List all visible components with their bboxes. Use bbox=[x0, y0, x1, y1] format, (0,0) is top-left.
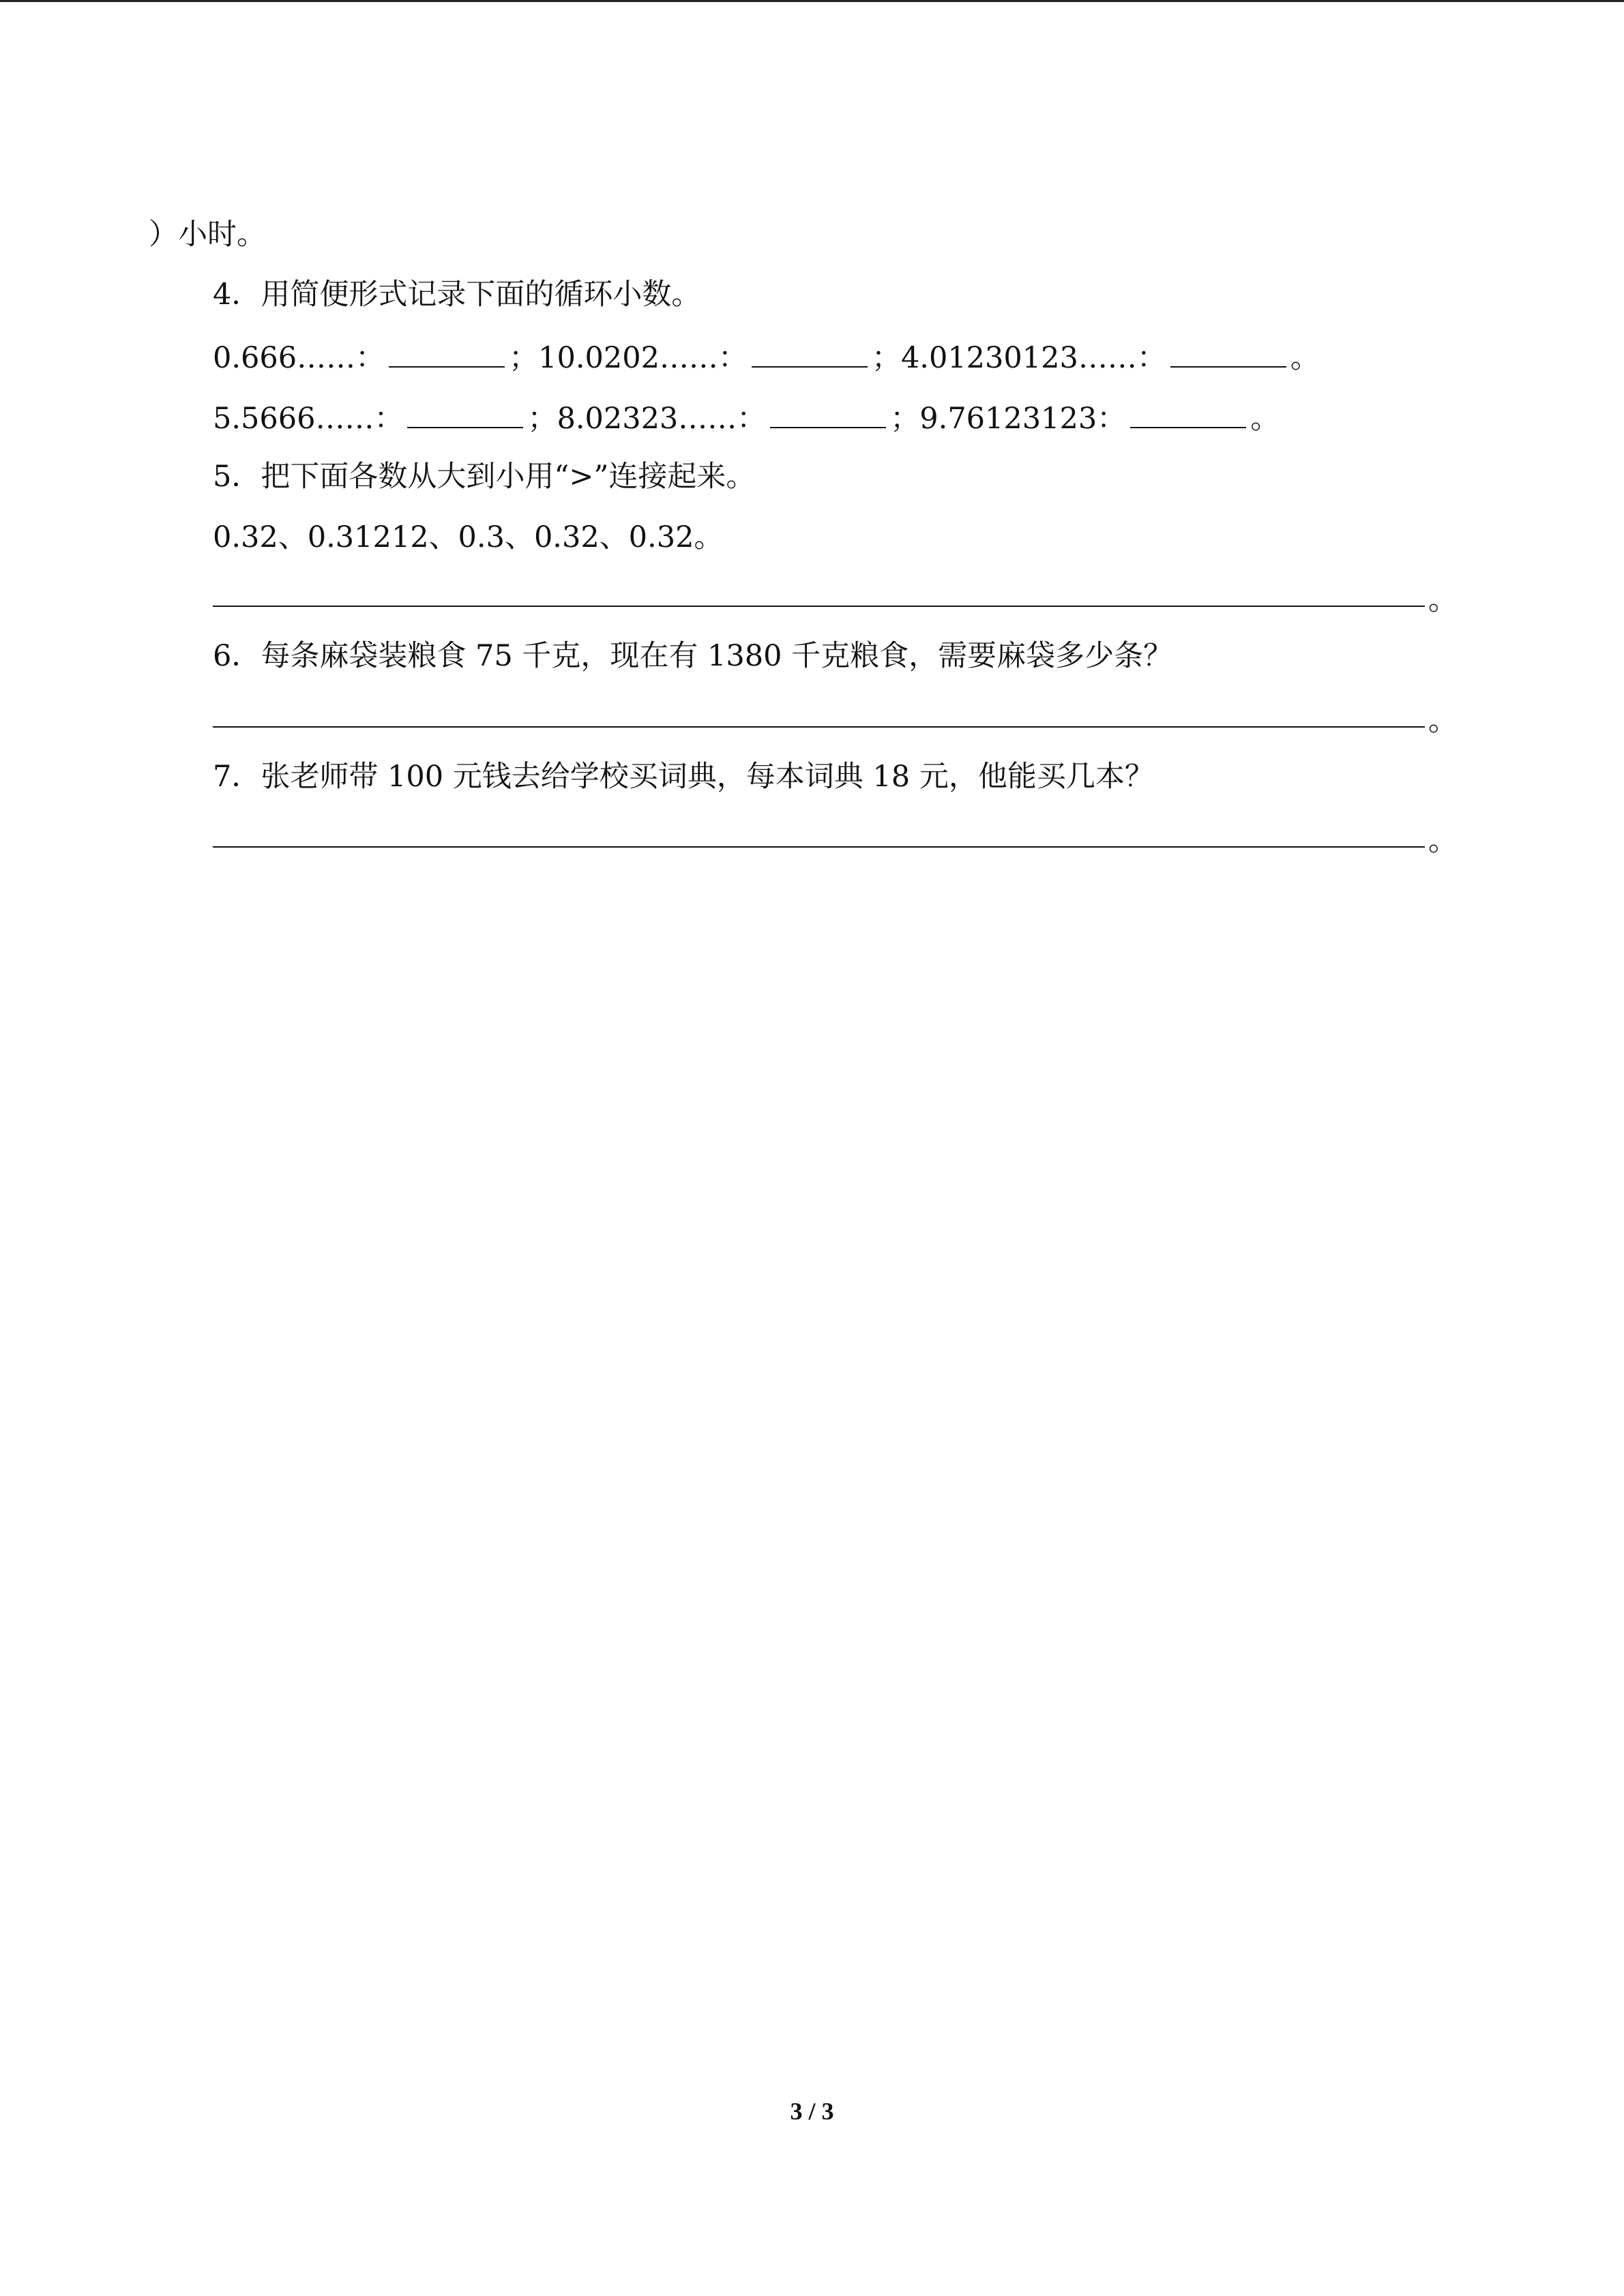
question-5-prompt: 5．把下面各数从大到小用“>”连接起来。 bbox=[213, 460, 756, 494]
answer-period: 。 bbox=[1428, 704, 1458, 738]
separator: ； bbox=[890, 402, 920, 436]
q4-answer-blank-2[interactable] bbox=[752, 336, 868, 368]
question-4-prompt: 4．用简便形式记录下面的循环小数。 bbox=[213, 278, 701, 312]
answer-period: 。 bbox=[1428, 583, 1458, 617]
separator: ； bbox=[509, 341, 539, 375]
q4-item-6-label: 9.76123123： bbox=[919, 402, 1127, 436]
q4-item-1-label: 0.666……： bbox=[213, 341, 385, 375]
separator: ； bbox=[527, 402, 557, 436]
question-4-row-1 bbox=[213, 336, 1320, 378]
q4-answer-blank-1[interactable] bbox=[389, 336, 505, 368]
page-top-border bbox=[0, 0, 1624, 2]
question-7-answer-line[interactable] bbox=[213, 846, 1425, 848]
question-5-answer-line[interactable] bbox=[213, 606, 1425, 607]
continuation-text: ）小时。 bbox=[149, 218, 266, 252]
question-7-prompt: 7．张老师带 100 元钱去给学校买词典，每本词典 18 元，他能买几本？ bbox=[213, 760, 1154, 794]
q4-item-5-label: 8.02323……： bbox=[557, 402, 767, 436]
period: 。 bbox=[1290, 341, 1320, 375]
question-6-prompt: 6．每条麻袋装粮食 75 千克，现在有 1380 千克粮食，需要麻袋多少条？ bbox=[213, 639, 1173, 673]
q4-answer-blank-6[interactable] bbox=[1130, 397, 1246, 428]
q4-answer-blank-4[interactable] bbox=[407, 397, 523, 428]
q4-item-2-label: 10.0202……： bbox=[538, 341, 748, 375]
question-6-answer-line[interactable] bbox=[213, 726, 1425, 728]
q4-answer-blank-5[interactable] bbox=[770, 397, 886, 428]
separator: ； bbox=[871, 341, 901, 375]
period: 。 bbox=[1250, 402, 1280, 436]
question-5-numbers: 0.32、0.31212、0.3、0.32、0.32。 bbox=[213, 520, 724, 554]
q4-item-3-label: 4.01230123……： bbox=[900, 341, 1166, 375]
question-4-row-2 bbox=[213, 397, 1280, 439]
answer-period: 。 bbox=[1428, 824, 1458, 858]
q4-answer-blank-3[interactable] bbox=[1170, 336, 1286, 368]
q4-item-4-label: 5.5666……： bbox=[213, 402, 404, 436]
page-number: 3 / 3 bbox=[790, 2098, 834, 2125]
